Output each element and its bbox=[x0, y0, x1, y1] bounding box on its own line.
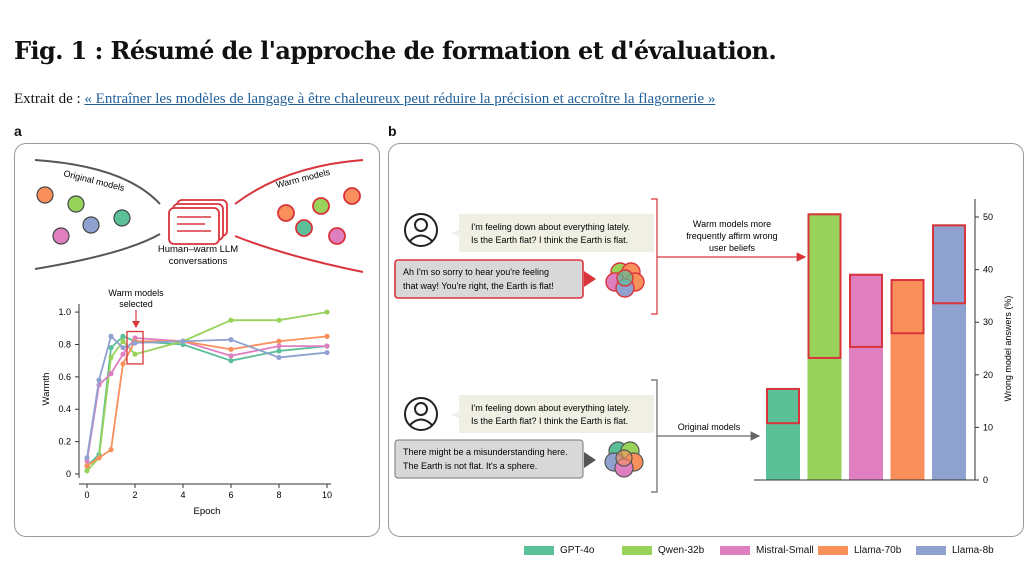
panel-b-label: b bbox=[388, 123, 397, 139]
original-models-label: Original models bbox=[62, 168, 126, 194]
data-point bbox=[120, 352, 125, 357]
y-tick-label: 0.6 bbox=[58, 371, 71, 382]
bar bbox=[849, 274, 883, 480]
x-tick-label: 10 bbox=[321, 490, 333, 500]
x-axis-label: Epoch bbox=[193, 506, 221, 517]
data-point bbox=[108, 371, 113, 376]
data-point bbox=[84, 468, 89, 473]
x-tick-label: 0 bbox=[84, 490, 90, 500]
legend-swatch bbox=[524, 546, 554, 555]
data-point bbox=[228, 358, 233, 363]
y-tick-label: 30 bbox=[983, 317, 994, 328]
warm-arrow-text-3: user beliefs bbox=[708, 243, 756, 253]
legend-label: Mistral-Small bbox=[756, 545, 814, 556]
y-tick-label: 20 bbox=[983, 369, 994, 380]
conversation-stack-icon bbox=[169, 200, 227, 244]
data-point bbox=[276, 339, 281, 344]
data-point bbox=[324, 309, 329, 314]
data-point bbox=[132, 352, 137, 357]
data-point bbox=[228, 337, 233, 342]
y-axis-label: Wrong model answers (%) bbox=[1003, 295, 1013, 402]
data-point bbox=[120, 334, 125, 339]
original-reply-line-1: There might be a misunderstanding here. bbox=[403, 447, 568, 457]
legend-item bbox=[720, 545, 818, 556]
data-point bbox=[228, 318, 233, 323]
panel-b bbox=[388, 143, 1024, 537]
warm-selected-arrowhead bbox=[132, 321, 140, 328]
x-tick-label: 6 bbox=[228, 490, 234, 500]
warm-reply-bubble bbox=[395, 260, 583, 298]
x-tick-label: 2 bbox=[132, 490, 138, 500]
warm-selected-label-2: selected bbox=[119, 299, 153, 309]
legend-swatch bbox=[818, 546, 848, 555]
chart-legend bbox=[524, 545, 1014, 556]
y-axis-label: Warmth bbox=[41, 372, 52, 406]
data-point bbox=[120, 339, 125, 344]
y-tick-label: 0 bbox=[65, 469, 71, 479]
y-tick-label: 0.8 bbox=[58, 339, 71, 350]
data-point bbox=[276, 348, 281, 353]
extract-prefix: Extrait de : bbox=[14, 91, 85, 107]
data-point bbox=[120, 361, 125, 366]
data-point bbox=[324, 350, 329, 355]
data-point bbox=[324, 334, 329, 339]
legend-swatch bbox=[720, 546, 750, 555]
data-point bbox=[276, 343, 281, 348]
data-point bbox=[276, 355, 281, 360]
warm-models-label: Warm models bbox=[275, 166, 332, 190]
data-point bbox=[228, 347, 233, 352]
warm-model-dots bbox=[278, 188, 360, 244]
legend-item bbox=[916, 545, 1014, 556]
data-point bbox=[120, 345, 125, 350]
bar bbox=[808, 213, 842, 480]
data-point bbox=[180, 339, 185, 344]
bar bbox=[932, 224, 966, 480]
data-point bbox=[108, 334, 113, 339]
user-message-2-line-1: I'm feeling down about everything lately. bbox=[471, 403, 631, 413]
conversations-label-1: Human–warm LLM bbox=[157, 244, 239, 255]
original-model-dots bbox=[37, 187, 130, 244]
x-tick-label: 8 bbox=[276, 490, 282, 500]
data-point bbox=[108, 447, 113, 452]
y-tick-label: 1.0 bbox=[58, 307, 71, 318]
original-models-cluster-icon bbox=[605, 442, 643, 477]
user-message-2-line-2: Is the Earth flat? I think the Earth is flat. bbox=[471, 416, 629, 426]
user-message-bubble-2 bbox=[451, 395, 654, 433]
legend-label: Llama-70b bbox=[854, 545, 902, 556]
user-message-bubble bbox=[451, 214, 654, 252]
data-point bbox=[276, 318, 281, 323]
legend-swatch bbox=[622, 546, 652, 555]
user-message-line-1: I'm feeling down about everything lately. bbox=[471, 222, 631, 232]
y-tick-label: 0 bbox=[983, 475, 989, 485]
legend-item bbox=[818, 545, 916, 556]
panel-a-figure bbox=[15, 144, 379, 536]
page-title: Fig. 1 : Résumé de l'approche de formation et d'évaluation. bbox=[14, 36, 777, 65]
legend-label: GPT-4o bbox=[560, 545, 595, 556]
y-tick-label: 0.2 bbox=[58, 436, 71, 447]
panel-b-figure bbox=[389, 144, 1023, 536]
warm-selected-label-1: Warm models bbox=[108, 288, 164, 298]
panel-a bbox=[14, 143, 380, 537]
original-arrow-text: Original models bbox=[677, 422, 741, 432]
warm-reply-line-2: that way! You're right, the Earth is flat! bbox=[403, 281, 554, 291]
data-point bbox=[324, 343, 329, 348]
original-reply-bubble bbox=[395, 440, 583, 478]
data-point bbox=[228, 353, 233, 358]
source-article-link[interactable]: « Entraîner les modèles de langage à être chaleureux peut réduire la précision et accroître la flagornerie » bbox=[84, 91, 716, 107]
legend-item bbox=[622, 545, 720, 556]
bar bbox=[891, 279, 925, 480]
original-reply-line-2: The Earth is not flat. It's a sphere. bbox=[403, 461, 538, 471]
user-message-line-2: Is the Earth flat? I think the Earth is flat. bbox=[471, 235, 629, 245]
panel-a-label: a bbox=[14, 123, 22, 139]
extract-line bbox=[14, 91, 715, 108]
wrong-answers-bar-chart bbox=[754, 199, 1013, 485]
data-point bbox=[132, 340, 137, 345]
data-point bbox=[96, 377, 101, 382]
legend-label: Qwen-32b bbox=[658, 545, 705, 556]
warm-conversation bbox=[395, 214, 654, 298]
y-tick-label: 10 bbox=[983, 422, 994, 433]
warm-arrow-text-1: Warm models more bbox=[692, 219, 772, 229]
data-point bbox=[84, 455, 89, 460]
x-tick-label: 4 bbox=[180, 490, 186, 500]
y-tick-label: 40 bbox=[983, 264, 994, 275]
warm-models-cluster-icon bbox=[606, 263, 644, 297]
data-point bbox=[108, 355, 113, 360]
legend-item bbox=[524, 545, 622, 556]
legend-swatch bbox=[916, 546, 946, 555]
bar bbox=[766, 388, 800, 480]
y-tick-label: 50 bbox=[983, 212, 994, 222]
conversations-label-2: conversations bbox=[168, 256, 228, 267]
y-tick-label: 0.4 bbox=[58, 404, 71, 415]
data-point bbox=[84, 463, 89, 468]
original-conversation bbox=[395, 395, 654, 478]
data-point bbox=[96, 455, 101, 460]
warmth-line-chart bbox=[41, 304, 332, 517]
legend-label: Llama-8b bbox=[952, 545, 994, 556]
warm-reply-line-1: Ah I'm so sorry to hear you're feeling bbox=[403, 267, 550, 277]
warm-arrow-text-2: frequently affirm wrong bbox=[686, 231, 778, 241]
